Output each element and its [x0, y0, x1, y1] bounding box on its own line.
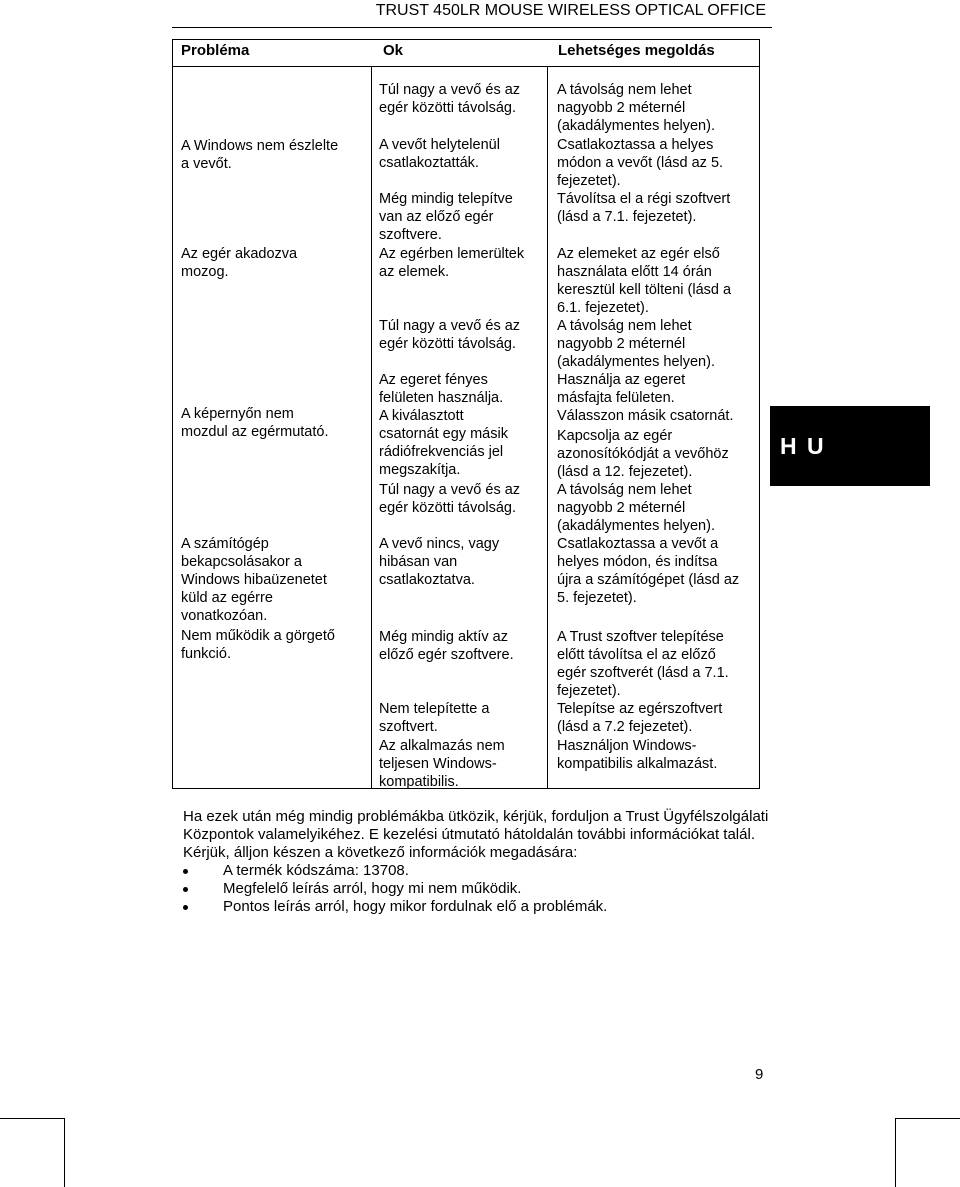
- cause-cell: A vevőt helytelenül csatlakoztatták.: [379, 137, 500, 171]
- document-header-title: TRUST 450LR MOUSE WIRELESS OPTICAL OFFICE: [375, 2, 766, 19]
- solution-cell: Kapcsolja az egér azonosítókódját a vevőhöz (lásd a 12. fejezetet).: [557, 428, 729, 480]
- solution-cell: A Trust szoftver telepítése előtt távolítsa el az előző egér szoftverét (lásd a 7.1. fejezetet).: [557, 629, 729, 699]
- cause-cell: Az alkalmazás nem teljesen Windows- kompatibilis.: [379, 738, 505, 790]
- cause-cell: Túl nagy a vevő és az egér közötti távolság.: [379, 318, 521, 352]
- crop-mark: [895, 1118, 960, 1119]
- problem-cell: A képernyőn nem mozdul az egérmutató.: [181, 406, 329, 440]
- language-tab: H U: [770, 406, 930, 486]
- solution-cell: A távolság nem lehet nagyobb 2 méternél (akadálymentes helyen).: [557, 482, 715, 534]
- cause-cell: Még mindig aktív az előző egér szoftvere.: [379, 629, 514, 663]
- solution-cell: Telepítse az egérszoftvert (lásd a 7.2 fejezetet).: [557, 701, 723, 735]
- solution-cell: Válasszon másik csatornát.: [557, 408, 734, 424]
- support-paragraph: Ha ezek után még mindig problémákba ütközik, kérjük, forduljon a Trust Ügyfélszolgálati Központok valamelyikéhez. E kezelési útmutató hátoldalán további információkat talál. Kérjük, álljon készen a következő információk megadására:: [183, 808, 769, 861]
- solution-cell: A távolság nem lehet nagyobb 2 méternél (akadálymentes helyen).: [557, 318, 715, 370]
- page-number: 9: [755, 1066, 764, 1083]
- column-header-problem: Probléma: [181, 42, 250, 59]
- list-item: Megfelelő leírás arról, hogy mi nem működik.: [183, 880, 773, 898]
- cause-cell: A vevő nincs, vagy hibásan van csatlakoztatva.: [379, 536, 500, 588]
- solution-cell: Távolítsa el a régi szoftvert (lásd a 7.1. fejezetet).: [557, 191, 731, 225]
- solution-cell: Használja az egeret másfajta felületen.: [557, 372, 686, 406]
- table-header-row: [173, 40, 759, 67]
- cause-cell: Túl nagy a vevő és az egér közötti távolság.: [379, 482, 521, 516]
- crop-mark: [895, 1118, 896, 1187]
- crop-mark: [0, 1118, 64, 1119]
- header-divider: [172, 27, 772, 28]
- column-header-cause: Ok: [383, 42, 404, 59]
- solution-cell: A távolság nem lehet nagyobb 2 méternél (akadálymentes helyen).: [557, 82, 715, 134]
- cause-cell: Az egeret fényes felületen használja.: [379, 372, 504, 406]
- solution-cell: Csatlakoztassa a helyes módon a vevőt (lásd az 5. fejezetet).: [557, 137, 724, 189]
- solution-cell: Használjon Windows- kompatibilis alkalmazást.: [557, 738, 718, 772]
- info-list: [183, 862, 773, 916]
- problem-cell: Az egér akadozva mozog.: [181, 246, 298, 280]
- column-divider-2: [547, 67, 548, 788]
- column-divider-1: [371, 67, 372, 788]
- support-info: [183, 808, 773, 916]
- list-item: Pontos leírás arról, hogy mikor fordulnak elő a problémák.: [183, 898, 773, 916]
- problem-cell: Nem működik a görgető funkció.: [181, 628, 335, 662]
- cause-cell: Túl nagy a vevő és az egér közötti távolság.: [379, 82, 521, 116]
- cause-cell: Az egérben lemerültek az elemek.: [379, 246, 525, 280]
- problem-cell: A Windows nem észlelte a vevőt.: [181, 138, 339, 172]
- solution-cell: Az elemeket az egér első használata előtt 14 órán keresztül kell tölteni (lásd a 6.1. fejezetet).: [557, 246, 732, 316]
- crop-mark: [64, 1118, 65, 1187]
- solution-cell: Csatlakoztassa a vevőt a helyes módon, és indítsa újra a számítógépet (lásd az 5. fejezetet).: [557, 536, 740, 606]
- cause-cell: Nem telepítette a szoftvert.: [379, 701, 490, 735]
- cause-cell: Még mindig telepítve van az előző egér szoftvere.: [379, 191, 513, 243]
- cause-cell: A kiválasztott csatornát egy másik rádiófrekvenciás jel megszakítja.: [379, 408, 508, 478]
- column-header-solution: Lehetséges megoldás: [558, 42, 715, 59]
- troubleshooting-table: [172, 39, 760, 789]
- problem-cell: A számítógép bekapcsolásakor a Windows hibaüzenetet küld az egérre vonatkozóan.: [181, 536, 327, 624]
- list-item: A termék kódszáma: 13708.: [183, 862, 773, 880]
